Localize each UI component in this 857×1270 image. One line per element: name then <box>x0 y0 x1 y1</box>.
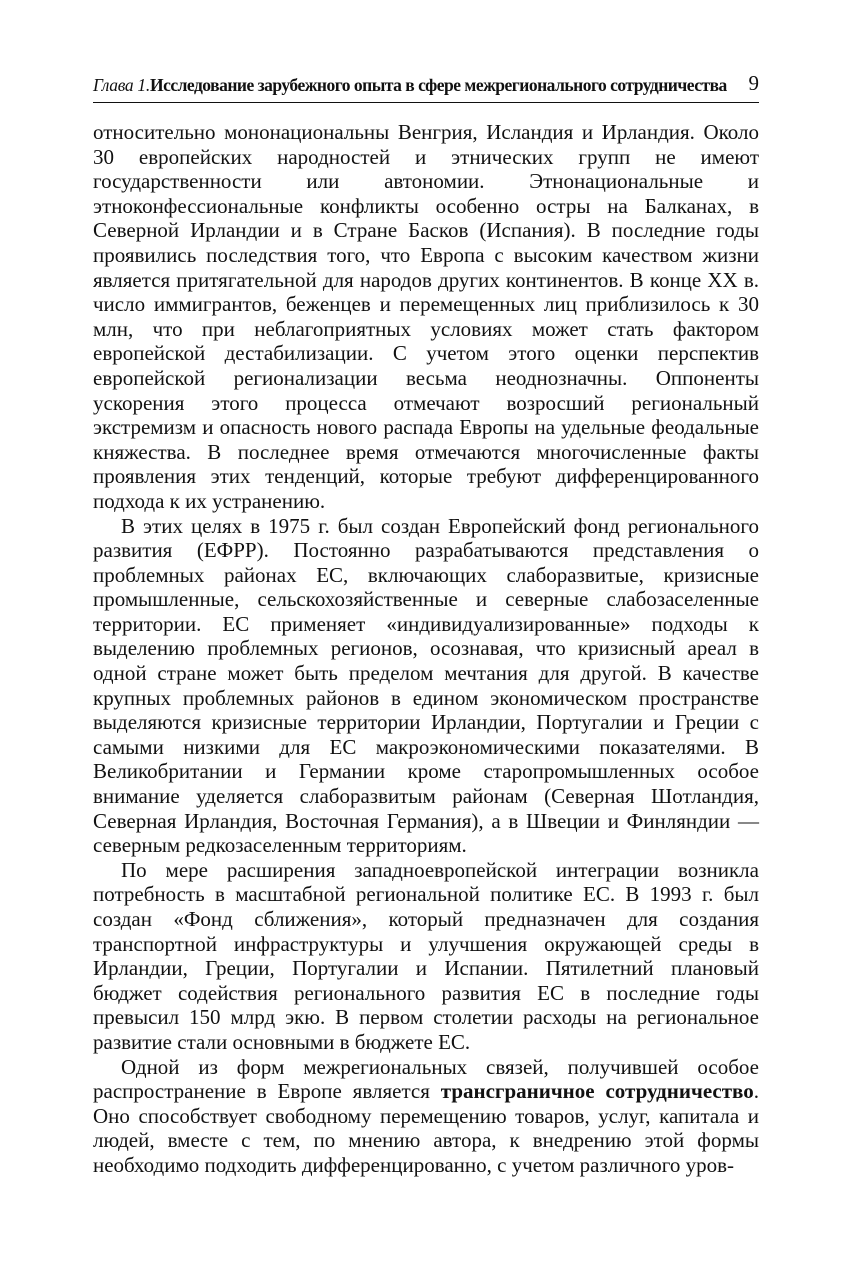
paragraph-1: относительно мононациональны Венгрия, Исландия и Ирландия. Около 30 европейских народностей и этнических групп не имеют государственности или автономии. Этнонациональные и этноконфессиональные конфликты особенно остры на Балканах, в Северной Ирландии и в Стране Басков (Испания). В последние годы проявились последствия того, что Европа с высоким качеством жизни является притягательной для народов других континентов. В конце XX в. число иммигрантов, беженцев и перемещенных лиц приблизилось к 30 млн, что при неблагоприятных условиях может стать фактором европейской дестабилизации. С учетом этого оценки перспектив европейской регионализации весьма неоднозначны. Оппоненты ускорения этого процесса отмечают возросший региональный экстремизм и опасность нового распада Европы на удельные феодальные княжества. В последнее время отмечаются многочисленные факты проявления этих тенденций, которые требуют дифференцированного подхода к их устранению. <box>93 120 759 513</box>
paragraph-4 <box>93 1055 759 1178</box>
body-text <box>93 120 759 1178</box>
paragraph-4-bold-term: трансграничное сотрудничество <box>440 1079 754 1104</box>
paragraph-4-text-after: . Оно способствует свободному перемещению товаров, услуг, капитала и людей, вместе с тем, по мнению автора, к внедрению этой формы необходимо подходить дифференцированно, с учетом различного уров- <box>93 1079 759 1177</box>
running-header <box>93 70 759 103</box>
running-header-title <box>93 75 727 96</box>
paragraph-4-text-before: Одной из форм межрегиональных связей, получившей особое распространение в Европе является <box>93 1054 759 1104</box>
paragraph-2: В этих целях в 1975 г. был создан Европейский фонд регионального развития (ЕФРР). Постоянно разрабатываются представления о проблемных районах ЕС, включающих слаборазвитые, кризисные промышленные, сельскохозяйственные и северные слабозаселенные территории. ЕС применяет «индивидуализированные» подходы к выделению проблемных регионов, осознавая, что кризисный ареал в одной стране может быть пределом мечтания для другой. В качестве крупных проблемных районов в едином экономическом пространстве выделяются кризисные территории Ирландии, Португалии и Греции с самыми низкими для ЕС макроэкономическими показателями. В Великобритании и Германии кроме старопромышленных особое внимание уделяется слаборазвитым районам (Северная Шотландия, Северная Ирландия, Восточная Германия), а в Швеции и Финляндии — северным редкозаселенным территориям. <box>93 513 759 858</box>
page-number: 9 <box>748 71 759 95</box>
chapter-label: Глава 1. <box>93 75 150 95</box>
book-page <box>93 70 759 1178</box>
paragraph-3: По мере расширения западноевропейской интеграции возникла потребность в масштабной региональной политике ЕС. В 1993 г. был создан «Фонд сближения», который предназначен для создания транспортной инфраструктуры и улучшения окружающей среды в Ирландии, Греции, Португалии и Испании. Пятилетний плановый бюджет содействия регионального развития ЕС в последние годы превысил 150 млрд экю. В первом столетии расходы на региональное развитие стали основными в бюджете ЕС. <box>93 857 759 1054</box>
chapter-title: Исследование зарубежного опыта в сфере межрегионального сотрудничества <box>149 75 727 95</box>
